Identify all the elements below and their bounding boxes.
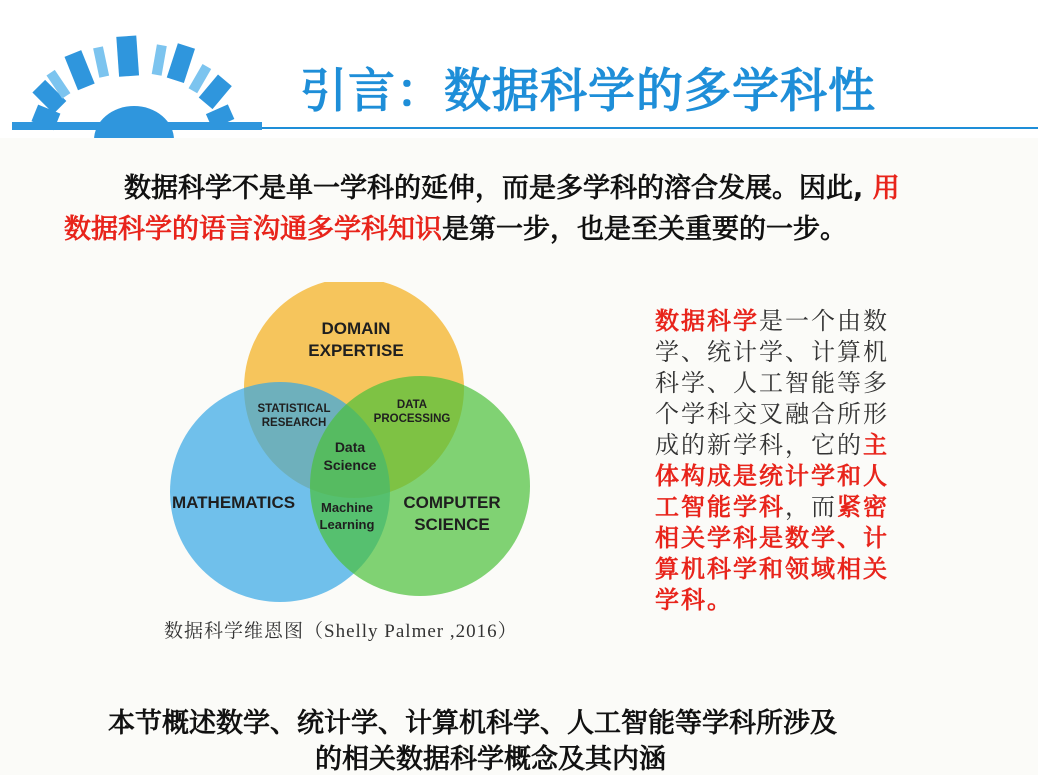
intro-text: 是第一步，也是至关重要的一步。	[442, 214, 847, 245]
page-title: 引言：数据科学的多学科性	[300, 64, 876, 119]
statistical-research-label: STATISTICAL	[257, 403, 331, 415]
summary-line: 本节概述数学、统计学、计算机科学、人工智能等学科所涉及	[108, 708, 837, 739]
data-science-label: Science	[323, 457, 377, 473]
section-summary	[108, 706, 928, 778]
gear-logo-icon	[12, 28, 262, 140]
intro-paragraph	[64, 168, 974, 250]
definition-text: 是一个由数学、统计学、计算机科学、人工智能等多个学科交叉融合所形成的新学科，它的	[655, 307, 889, 459]
definition-highlight: 数据科学	[655, 307, 759, 335]
definition-highlight: 主体构成是统计学和人工智能学科	[655, 431, 889, 521]
definition-highlight: 紧密相关学科是数学、计算机科学和领域相关学科。	[655, 493, 889, 614]
data-processing-label: DATA	[396, 399, 428, 411]
data-science-label: Data	[334, 439, 366, 455]
computer-science-label: SCIENCE	[414, 515, 490, 534]
definition-text: ，而	[785, 493, 837, 521]
intro-text: 数据科学不是单一学科的延伸，而是多学科的溶合发展。因此,	[124, 173, 864, 204]
domain-label: EXPERTISE	[308, 341, 404, 360]
venn-caption: 数据科学维恩图（Shelly Palmer ,2016）	[164, 621, 518, 642]
computer-science-label: COMPUTER	[403, 493, 501, 512]
statistical-research-label: RESEARCH	[261, 417, 327, 429]
definition-paragraph	[655, 306, 900, 616]
machine-learning-label: Machine	[320, 500, 374, 515]
data-science-venn-diagram	[168, 282, 538, 602]
machine-learning-label: Learning	[319, 517, 375, 532]
intro-highlight: 用	[863, 173, 900, 204]
data-processing-label: PROCESSING	[373, 413, 451, 425]
mathematics-label: MATHEMATICS	[172, 493, 296, 512]
summary-line: 的相关数据科学概念及其内涵	[315, 744, 666, 775]
domain-label: DOMAIN	[321, 319, 391, 338]
title-divider	[262, 127, 1038, 129]
intro-highlight: 数据科学的语言沟通多学科知识	[64, 214, 442, 245]
